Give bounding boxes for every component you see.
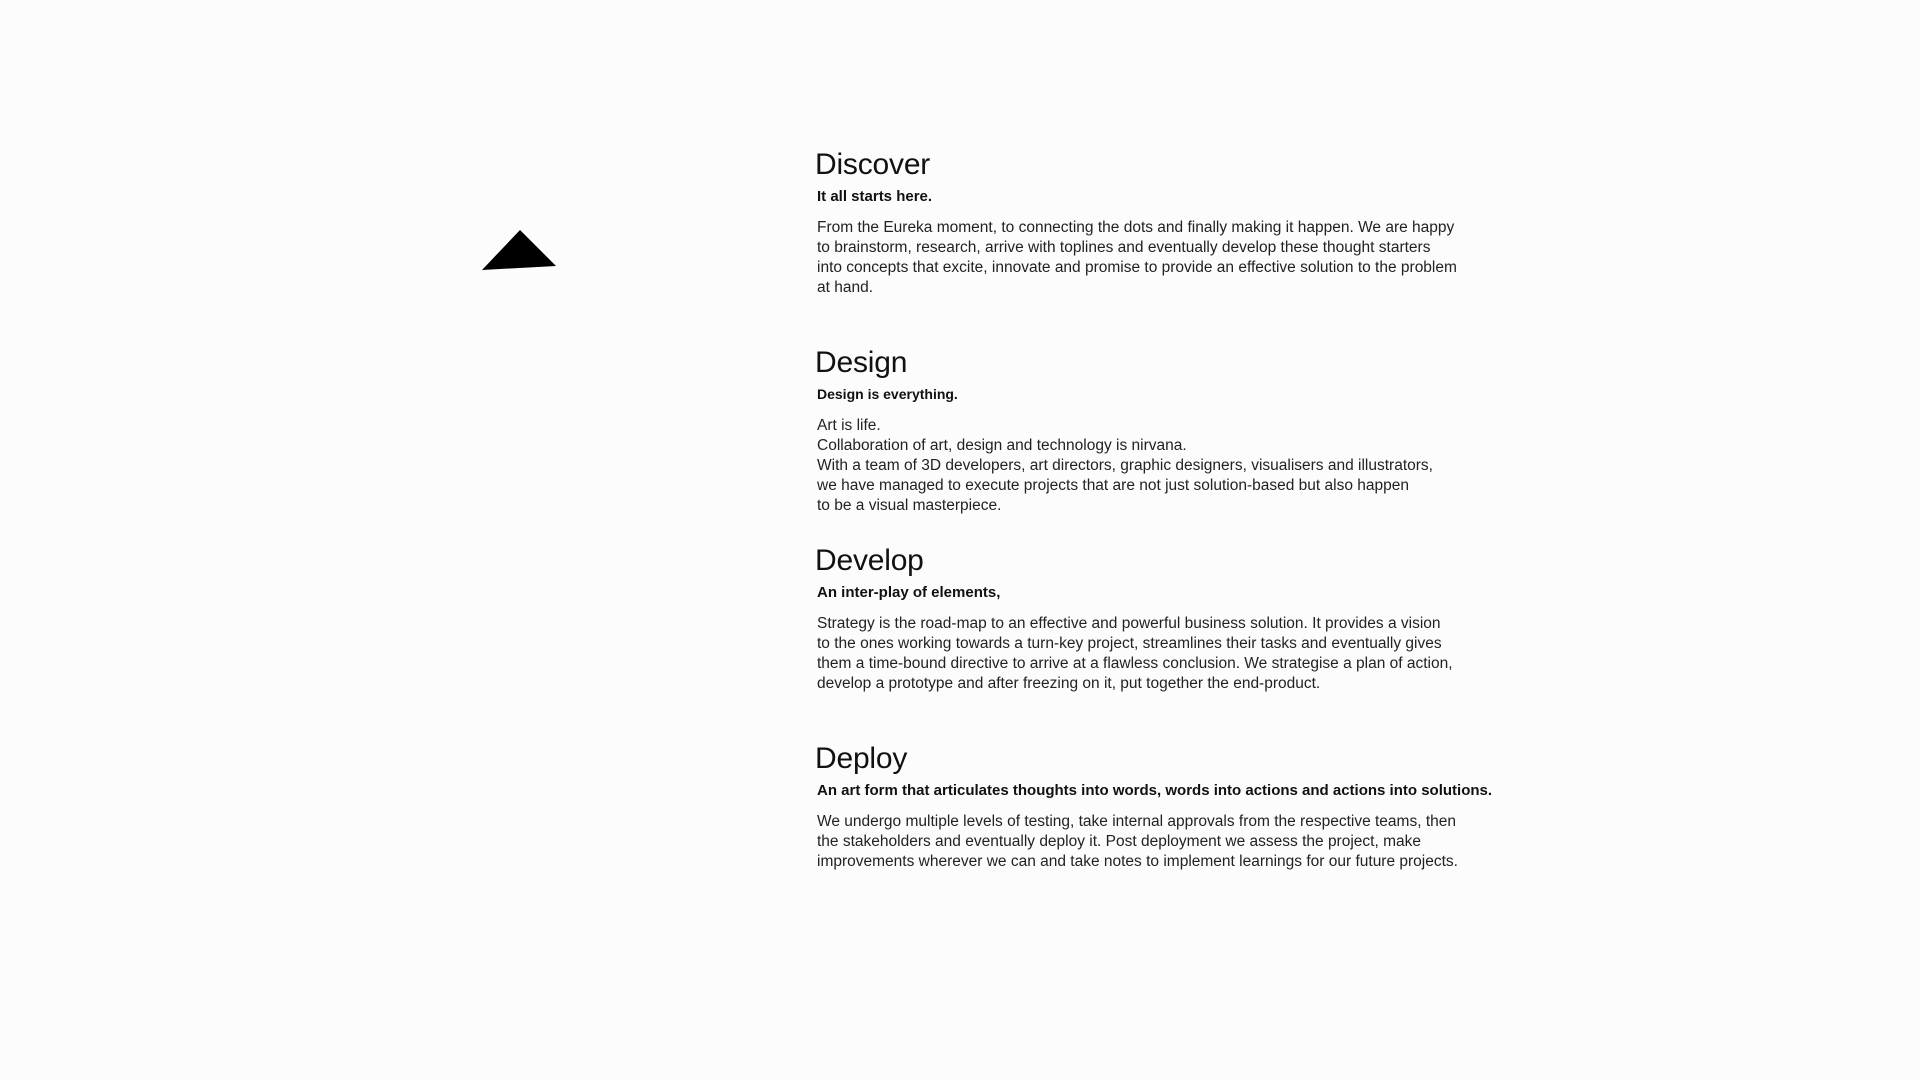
- body-line: From the Eureka moment, to connecting the dots and finally making it happen. We are happy: [817, 219, 1455, 236]
- section-subtitle: [817, 187, 1515, 206]
- section-body: [817, 218, 1515, 298]
- body-line: them a time-bound directive to arrive at a flawless conclusion. We strategise a plan of action,: [817, 655, 1453, 672]
- body-line: With a team of 3D developers, art directors, graphic designers, visualisers and illustrators,: [817, 457, 1433, 474]
- body-line: at hand.: [817, 279, 874, 296]
- triangle-icon: [482, 230, 556, 270]
- section-body: [817, 614, 1515, 694]
- body-line: We undergo multiple levels of testing, take internal approvals from the respective teams, then: [817, 813, 1456, 830]
- subtitle-line: It all starts here.: [817, 188, 933, 205]
- section-subtitle: [817, 781, 1515, 800]
- section-discover: [815, 147, 1515, 298]
- section-body: [817, 416, 1515, 516]
- body-line: improvements wherever we can and take notes to implement learnings for our future projects.: [817, 853, 1458, 870]
- section-title: Discover: [815, 148, 931, 181]
- body-line: the stakeholders and eventually deploy it. Post deployment we assess the project, make: [817, 833, 1421, 850]
- body-line: to brainstorm, research, arrive with toplines and eventually develop these thought starters: [817, 239, 1431, 256]
- body-line: into concepts that excite, innovate and promise to provide an effective solution to the problem: [817, 259, 1457, 276]
- section-title: Deploy: [815, 742, 908, 775]
- section-title: Design: [815, 346, 908, 379]
- section-design: [815, 345, 1515, 516]
- body-line: to be a visual masterpiece.: [817, 497, 1002, 514]
- subtitle-line: An art form that articulates thoughts into words,: [817, 782, 1162, 799]
- body-line: to the ones working towards a turn-key project, streamlines their tasks and eventually gives: [817, 635, 1442, 652]
- subtitle-line: Design is everything.: [817, 386, 958, 402]
- section-deploy: [815, 741, 1515, 872]
- section-develop: [815, 543, 1515, 694]
- body-line: we have managed to execute projects that are not just solution-based but also happen: [817, 477, 1409, 494]
- body-line: develop a prototype and after freezing on it, put together the end-product.: [817, 675, 1321, 692]
- section-body: [817, 812, 1515, 872]
- subtitle-line: An inter-play of elements,: [817, 584, 1001, 601]
- subtitle-line: words into actions and actions into solutions.: [1165, 782, 1493, 799]
- section-title: Develop: [815, 544, 924, 577]
- body-line: Art is life.: [817, 417, 881, 434]
- section-subtitle: [817, 583, 1515, 602]
- section-subtitle: [817, 385, 1515, 404]
- body-line: Collaboration of art, design and technology is nirvana.: [817, 437, 1187, 454]
- body-line: Strategy is the road-map to an effective and powerful business solution. It provides a vision: [817, 615, 1441, 632]
